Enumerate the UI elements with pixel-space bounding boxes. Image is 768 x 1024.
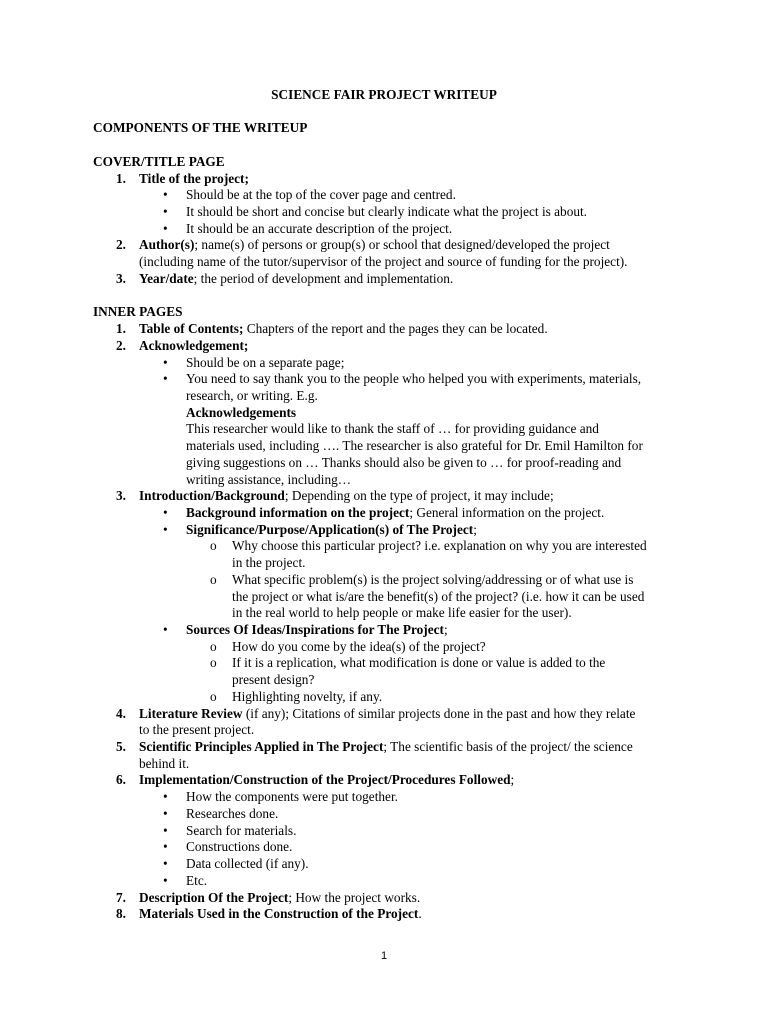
example-line: giving suggestions on … Thanks should also be given to … for proof-reading and <box>186 454 622 470</box>
sub-bullet-continuation: in the real world to help people or make life easier for the user). <box>232 605 572 621</box>
bullet-line <box>93 204 675 221</box>
sub-bullet-marker: o <box>210 571 217 587</box>
bullet-line <box>93 522 675 539</box>
item-line <box>93 772 675 789</box>
spacer <box>93 288 675 305</box>
bullet-line <box>93 187 675 204</box>
bullet-text: Should be at the top of the cover page and centred. <box>186 187 456 203</box>
item-text: ; How the project works. <box>288 889 421 905</box>
item-text: ; The scientific basis of the project/ the science <box>383 739 633 755</box>
bullet-line <box>93 873 675 890</box>
item-line <box>93 237 675 254</box>
sub-bullet-text: How do you come by the idea(s) of the project? <box>232 638 486 654</box>
bullet-line <box>93 856 675 873</box>
bullet-text: Should be on a separate page; <box>186 354 345 370</box>
inner-section <box>93 304 675 923</box>
sub-bullet-continuation: the project or what is/are the benefit(s) of the project? (i.e. how it can be used <box>232 588 645 604</box>
bullet-line <box>93 371 675 388</box>
bullet-line <box>93 355 675 372</box>
item-text: Chapters of the report and the pages they can be located. <box>246 321 548 337</box>
bullet-marker: • <box>163 504 168 520</box>
item-text: ; Depending on the type of project, it may include; <box>284 488 554 504</box>
sub-bullet-line <box>93 689 675 706</box>
bullet-text: Constructions done. <box>186 839 293 855</box>
item-line <box>93 338 675 355</box>
cover-heading: COVER/TITLE PAGE <box>93 153 225 169</box>
item-label: Author(s) <box>139 237 195 253</box>
sub-bullet-text: Highlighting novelty, if any. <box>232 688 383 704</box>
sub-bullet-line <box>93 538 675 555</box>
item-number: 5. <box>116 739 126 755</box>
sub-bullet-line <box>93 639 675 656</box>
inner-item-scientific-principles <box>93 739 675 772</box>
item-label: Title of the project; <box>139 170 249 186</box>
sub-bullet-continuation: present design? <box>232 672 315 688</box>
item-label: Description Of the Project <box>139 889 289 905</box>
spacer <box>93 137 675 154</box>
sub-bullet-text: What specific problem(s) is the project solving/addressing or of what use is <box>232 571 634 587</box>
sub-bullet-marker: o <box>210 638 217 654</box>
item-text: . <box>418 906 422 922</box>
item-text: ; name(s) of persons or group(s) or school that designed/developed the project <box>194 237 610 253</box>
bullet-marker: • <box>163 354 168 370</box>
bullet-marker: • <box>163 805 168 821</box>
bullet-line <box>93 806 675 823</box>
sub-bullet-line <box>93 655 675 672</box>
inner-item-implementation <box>93 772 675 889</box>
inner-item-introduction <box>93 488 675 705</box>
sub-bullet-line <box>93 572 675 589</box>
item-number: 3. <box>116 488 126 504</box>
bullet-marker: • <box>163 872 168 888</box>
item-continuation: (including name of the tutor/supervisor of the project and source of funding for the project). <box>139 254 628 270</box>
item-line <box>93 488 675 505</box>
example-heading: Acknowledgements <box>186 404 297 420</box>
bullet-continuation: research, or writing. E.g. <box>186 387 318 403</box>
item-line <box>93 739 675 756</box>
item-text: ; <box>510 772 515 788</box>
item-text: ; the period of development and implementation. <box>193 270 454 286</box>
sub-bullet-marker: o <box>210 538 217 554</box>
item-text: (if any); Citations of similar projects done in the past and how they relate <box>245 705 636 721</box>
sub-bullet-continuation: in the project. <box>232 555 306 571</box>
bullet-marker: • <box>163 204 168 220</box>
inner-item-literature-review <box>93 706 675 739</box>
bullet-line <box>93 823 675 840</box>
item-number: 4. <box>116 705 126 721</box>
item-continuation: to the present project. <box>139 722 255 738</box>
bullet-marker: • <box>163 521 168 537</box>
item-line <box>93 271 675 288</box>
bullet-text: How the components were put together. <box>186 789 398 805</box>
inner-item-acknowledgement <box>93 338 675 488</box>
bullet-text: Search for materials. <box>186 822 297 838</box>
bullet-text: It should be an accurate description of the project. <box>186 220 453 236</box>
example-line: materials used, including …. The researcher is also grateful for Dr. Emil Hamilton for <box>186 438 643 454</box>
cover-item-title <box>93 171 675 238</box>
bullet-label: Background information on the project <box>186 504 410 520</box>
cover-section <box>93 154 675 288</box>
page-number: 1 <box>380 950 388 962</box>
bullet-text: Data collected (if any). <box>186 856 309 872</box>
item-number: 1. <box>116 321 126 337</box>
bullet-marker: • <box>163 220 168 236</box>
item-line <box>93 171 675 188</box>
bullet-text: Researches done. <box>186 805 279 821</box>
document-title: SCIENCE FAIR PROJECT WRITEUP <box>271 87 497 102</box>
bullet-text: ; <box>443 622 448 637</box>
bullet-marker: • <box>163 822 168 838</box>
bullet-text: Etc. <box>186 872 208 888</box>
item-number: 8. <box>116 906 126 922</box>
bullet-label: Significance/Purpose/Application(s) of The Project <box>186 521 474 537</box>
item-label: Implementation/Construction of the Project/Procedures Followed <box>139 772 511 788</box>
item-number: 2. <box>116 337 126 353</box>
item-label: Year/date <box>139 270 194 286</box>
bullet-line <box>93 789 675 806</box>
item-label: Table of Contents; <box>139 321 244 337</box>
item-line <box>93 906 675 923</box>
cover-item-year <box>93 271 675 288</box>
bullet-text: You need to say thank you to the people who helped you with experiments, materials, <box>186 371 642 387</box>
bullet-label: Sources Of Ideas/Inspirations for The Project <box>186 622 444 637</box>
bullet-marker: • <box>163 622 168 637</box>
item-label: Introduction/Background <box>139 488 285 504</box>
cover-item-authors <box>93 237 675 270</box>
bullet-text: ; <box>473 521 477 537</box>
example-line: This researcher would like to thank the staff of … for providing guidance and <box>186 421 599 437</box>
item-number: 6. <box>116 772 126 788</box>
item-line <box>93 321 675 338</box>
bullet-line <box>93 839 675 856</box>
sub-bullet-text: If it is a replication, what modification is done or value is added to the <box>232 655 606 671</box>
item-continuation: behind it. <box>139 755 190 771</box>
item-line <box>93 706 675 723</box>
item-label: Scientific Principles Applied in The Project <box>139 739 384 755</box>
bullet-line <box>93 221 675 238</box>
bullet-marker: • <box>163 187 168 203</box>
bullet-marker: • <box>163 856 168 872</box>
bullet-marker: • <box>163 789 168 805</box>
bullet-line <box>93 622 675 639</box>
bullet-line <box>93 505 675 522</box>
item-number: 2. <box>116 237 126 253</box>
bullet-marker: • <box>163 371 168 387</box>
sub-bullet-marker: o <box>210 688 217 704</box>
example-line: writing assistance, including… <box>186 471 352 487</box>
item-label: Literature Review <box>139 705 243 721</box>
sub-bullet-marker: o <box>210 655 217 671</box>
bullet-marker: • <box>163 839 168 855</box>
sub-bullet-text: Why choose this particular project? i.e. explanation on why you are interested <box>232 538 647 554</box>
document-page <box>93 87 675 923</box>
bullet-text: ; General information on the project. <box>409 504 605 520</box>
spacer <box>93 104 675 121</box>
item-label: Acknowledgement; <box>139 337 249 353</box>
inner-heading: INNER PAGES <box>93 304 183 320</box>
components-heading: COMPONENTS OF THE WRITEUP <box>93 120 308 136</box>
item-label: Materials Used in the Construction of the Project <box>139 906 419 922</box>
item-number: 1. <box>116 170 126 186</box>
bullet-text: It should be short and concise but clearly indicate what the project is about. <box>186 204 588 220</box>
item-line <box>93 890 675 907</box>
item-number: 7. <box>116 889 126 905</box>
item-number: 3. <box>116 270 126 286</box>
